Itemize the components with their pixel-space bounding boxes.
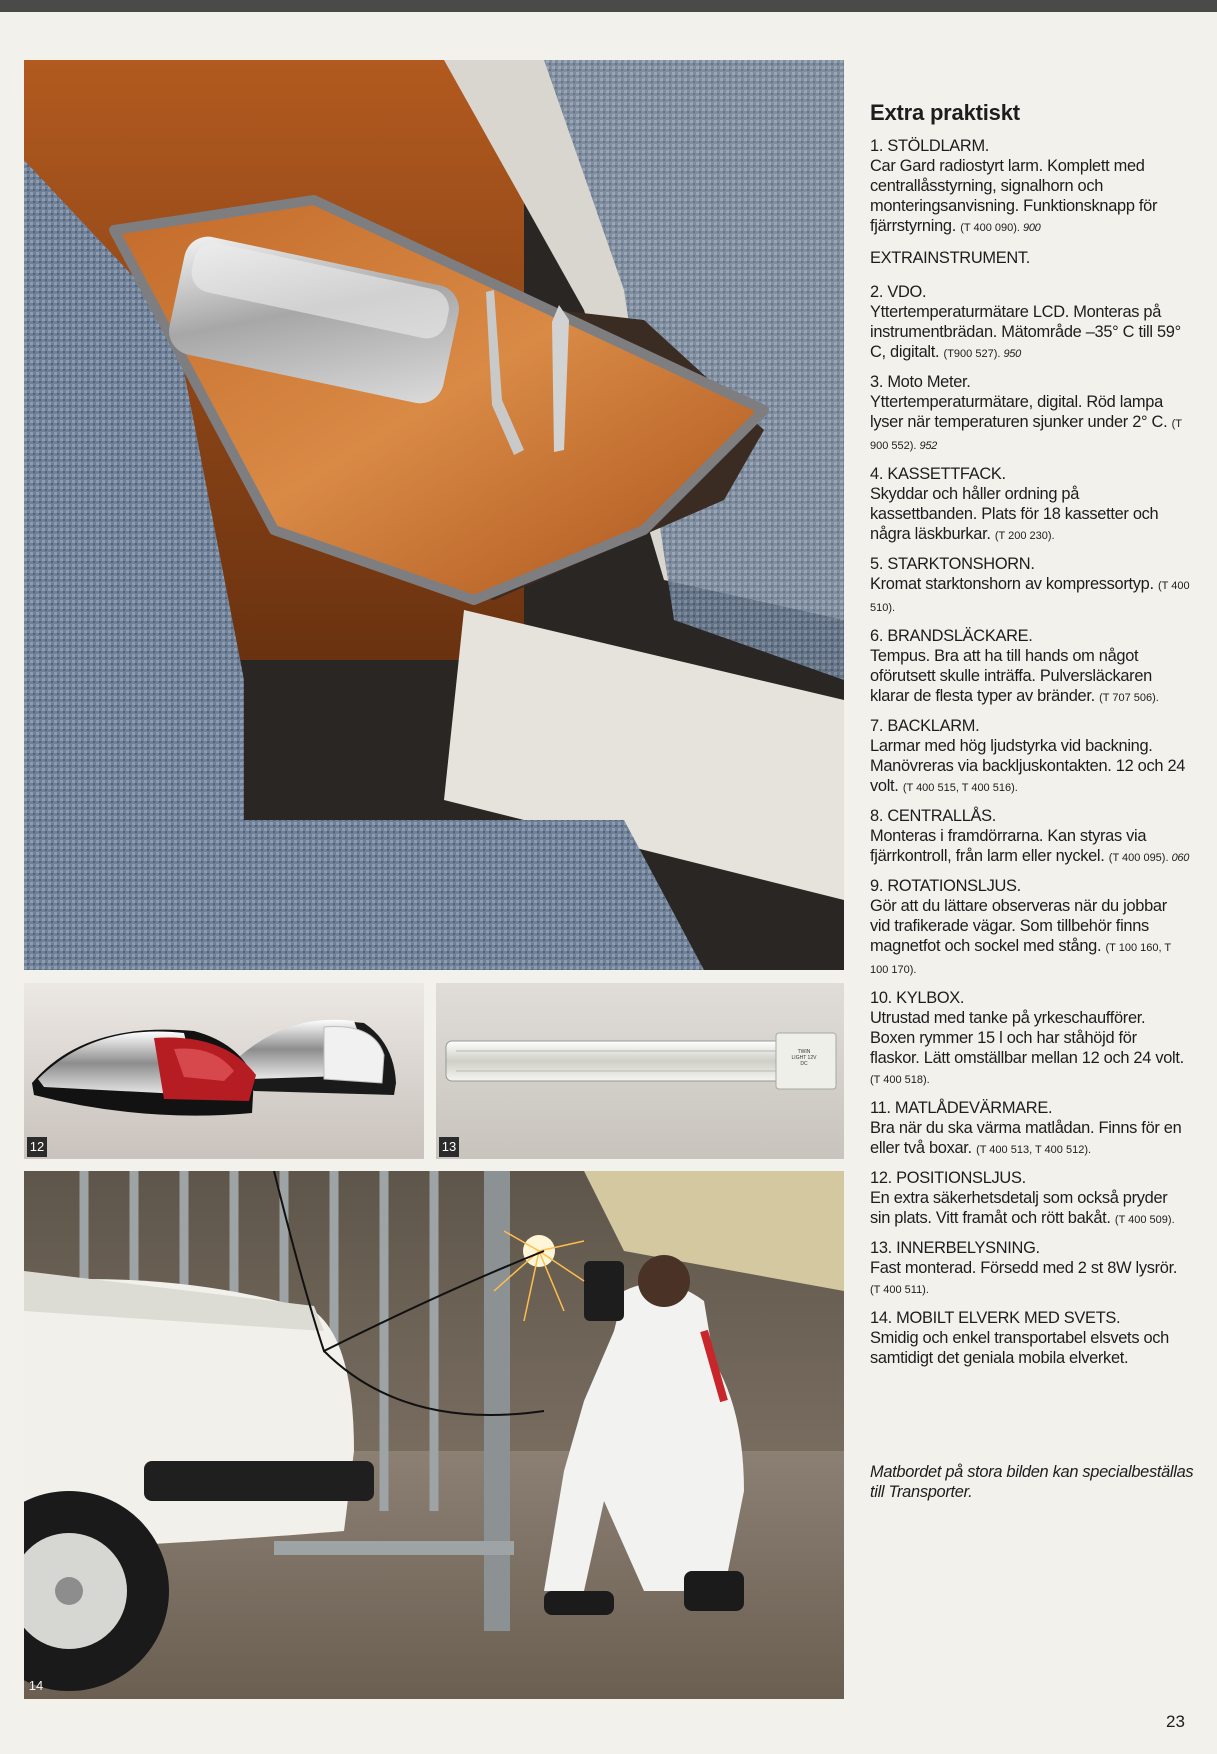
accessory-item-description: Tempus. Bra att ha till hands om något oförutsett skulle inträffa. Pulversläckaren klarar de flesta typer av bränder. <box>870 647 1152 705</box>
subsection-heading: EXTRAINSTRUMENT. <box>870 249 1031 267</box>
accessory-item-title: 4. KASSETTFACK. <box>870 465 1006 483</box>
accessory-item-title: 13. INNERBELYSNING. <box>870 1239 1040 1257</box>
accessory-item-description: Smidig och enkel transportabel elsvets och samtidigt det geniala mobila elverket. <box>870 1329 1169 1367</box>
accessory-item-title: 2. VDO. <box>870 283 927 301</box>
accessory-item <box>870 1238 1190 1300</box>
accessory-item-description: Yttertemperaturmätare, digital. Röd lampa lyser när temperaturen sjunker under 2° C. <box>870 393 1172 431</box>
lamp-switch-label: TWIN LIGHT 12V DC <box>791 1049 817 1067</box>
accessory-item-description: Fast monterad. Försedd med 2 st 8W lysrör. <box>870 1259 1178 1277</box>
article-number: (T 400 510). <box>870 580 1190 614</box>
product-code: 950 <box>1003 348 1021 360</box>
interior-light-illustration <box>436 983 844 1159</box>
accessory-item-description: Utrustad med tanke på yrkeschaufförer. Boxen rymmer 15 l och har ståhöjd för flaskor. Lätt omställbar mellan 12 och 24 volt. <box>870 1009 1184 1067</box>
accessory-item-description: Gör att du lättare observeras när du jobbar vid trafikerade vägar. Som tillbehör finns magnetfot och sockel med stång. <box>870 897 1167 955</box>
accessory-item-description: En extra säkerhetsdetalj som också pryder sin plats. Vitt framåt och rött bakåt. <box>870 1189 1168 1227</box>
accessory-item <box>870 372 1190 456</box>
accessory-item <box>870 806 1190 868</box>
accessory-items <box>870 136 1190 1368</box>
accessory-item-description: Monteras i framdörrarna. Kan styras via fjärrkontroll, från larm eller nyckel. <box>870 827 1147 865</box>
photo-position-lights <box>24 983 424 1159</box>
accessory-item-description: Larmar med hög ljudstyrka vid backning. Manövreras via backljuskontakten. 12 och 24 volt. <box>870 737 1186 795</box>
accessory-item-title: 1. STÖLDLARM. <box>870 137 990 155</box>
accessory-item <box>870 1168 1190 1230</box>
article-number: (T 100 160, T 100 170). <box>870 942 1171 976</box>
accessory-item <box>870 626 1190 708</box>
article-number: (T 400 509). <box>1114 1214 1175 1226</box>
accessory-item <box>870 988 1190 1090</box>
accessory-item-description: Kromat starktonshorn av kompressortyp. <box>870 575 1158 593</box>
article-number: (T 400 515, T 400 516). <box>902 782 1018 794</box>
article-number: (T 400 090). <box>960 222 1024 234</box>
section-heading: Extra praktiskt <box>870 100 1020 125</box>
accessory-item-description: Skyddar och håller ordning på kassettbanden. Plats för 18 kassetter och några läskburkar. <box>870 485 1159 543</box>
accessory-item-title: 7. BACKLARM. <box>870 717 980 735</box>
accessory-item <box>870 464 1190 546</box>
photo-tag-13: 13 <box>439 1137 459 1157</box>
seat-table-illustration <box>24 60 844 970</box>
article-number: (T 400 518). <box>870 1074 930 1086</box>
accessory-item-title: 9. ROTATIONSLJUS. <box>870 877 1021 895</box>
top-edge-band <box>0 0 1217 12</box>
article-number: (T 707 506). <box>1099 692 1159 704</box>
photo-tag-14: 14 <box>28 1678 44 1693</box>
article-number: (T900 527). <box>943 348 1004 360</box>
accessory-item <box>870 136 1190 238</box>
photo-interior-light <box>436 983 844 1159</box>
accessory-item-title: 11. MATLÅDEVÄRMARE. <box>870 1099 1053 1117</box>
accessory-item-title: 3. Moto Meter. <box>870 373 971 391</box>
accessory-item <box>870 554 1190 618</box>
mobile-welder-illustration <box>24 1171 844 1699</box>
accessory-item <box>870 1098 1190 1160</box>
accessory-item <box>870 282 1190 364</box>
page-number: 23 <box>1166 1712 1185 1731</box>
accessory-item <box>870 876 1190 980</box>
position-lights-illustration <box>24 983 424 1159</box>
accessory-item-title: 14. MOBILT ELVERK MED SVETS. <box>870 1309 1121 1327</box>
article-number: (T 900 552). <box>870 418 1182 452</box>
article-number: (T 400 511). <box>870 1284 929 1296</box>
accessory-item-title: 8. CENTRALLÅS. <box>870 807 997 825</box>
article-number: (T 400 095). <box>1108 852 1172 864</box>
article-number: (T 400 513, T 400 512). <box>976 1144 1092 1156</box>
product-code: 900 <box>1023 222 1041 234</box>
product-code: 060 <box>1171 852 1190 864</box>
accessory-item-description: Yttertemperaturmätare LCD. Monteras på instrumentbrädan. Mätområde –35° C till 59° C, digitalt. <box>870 303 1181 361</box>
photo-mobile-welder <box>24 1171 844 1699</box>
footnote: Matbordet på stora bilden kan specialbeställas till Transporter. <box>870 1463 1194 1501</box>
article-number: (T 200 230). <box>994 530 1055 542</box>
accessory-item-description: Bra när du ska värma matlådan. Finns för en eller två boxar. <box>870 1119 1182 1157</box>
accessory-item <box>870 716 1190 798</box>
photo-tag-12: 12 <box>27 1137 47 1157</box>
photo-seat-table <box>24 60 844 970</box>
accessory-item-description: Car Gard radiostyrt larm. Komplett med centrallåsstyrning, signalhorn och monteringsanvisning. Funktionsknapp för fjärrstyrning. <box>870 157 1158 235</box>
accessory-item-title: 6. BRANDSLÄCKARE. <box>870 627 1033 645</box>
product-code: 952 <box>919 440 937 452</box>
accessory-item-title: 10. KYLBOX. <box>870 989 965 1007</box>
accessory-item-title: 12. POSITIONSLJUS. <box>870 1169 1026 1187</box>
accessory-item-title: 5. STARKTONSHORN. <box>870 555 1035 573</box>
accessory-item <box>870 1308 1190 1368</box>
accessory-list <box>870 100 1190 1376</box>
